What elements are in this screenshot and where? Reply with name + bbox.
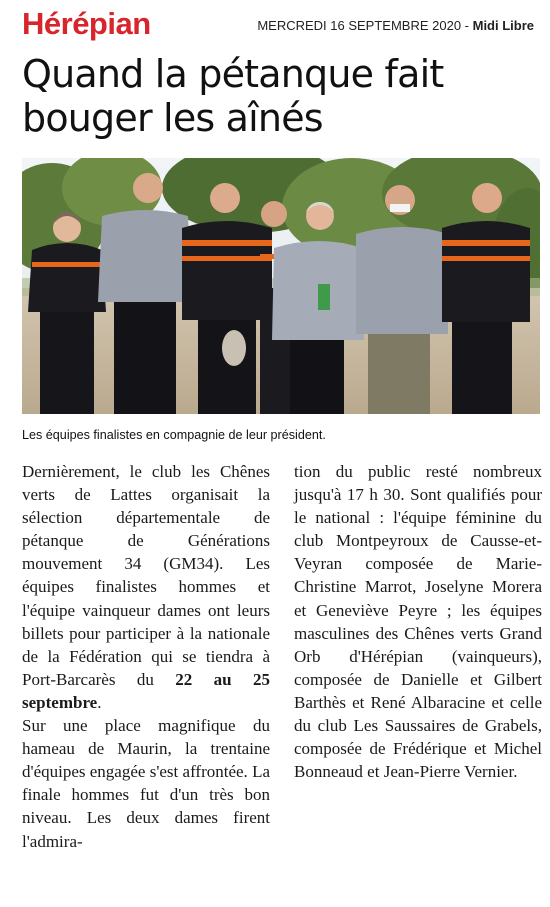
photo-caption: Les équipes finalistes en compagnie de leur président. xyxy=(22,428,326,442)
headline xyxy=(22,52,532,140)
paragraph-2: Sur une place magnifique du hameau de Maurin, la trentaine d'équipes engagée s'est affrontée. La finale hommes fut d'un très bon niveau. Les deux dames firent l'admira- xyxy=(22,716,270,851)
headline-line-1: Quand la pétanque fait xyxy=(22,52,444,96)
paragraph-1-text: Dernièrement, le club les Chênes verts de Lattes organisait la sélection départementale de pétanque de Générations mouvement 34 (GM34). Les équipes finalistes hommes et l'équipe vainqueur dames ont leurs billets pour participer à la nationale de la Fédération qui se tiendra à Port-Barcarès du xyxy=(22,462,270,689)
town-name: Hérépian xyxy=(22,6,151,41)
event-dates: 22 au 25 septembre xyxy=(22,669,270,712)
paragraph-3: tion du public resté nombreux jusqu'à 17 h 30. Sont qualifiés pour le national : l'équipe féminine du club Montpeyroux de Causse-et-Veyran composée de Marie-Christine Marrot, Joselyne Morera et Geneviève Peyre ; les équipes masculines des Chênes verts Grand Orb d'Hérépian (vainqueurs), composée de Danielle et Gilbert Barthès et René Albaracine et celle du club Les Saussaires de Grabels, composée de Frédérique et Michel Bonneaud et Jean-Pierre Vernier. xyxy=(294,462,542,782)
article-column-2 xyxy=(294,460,542,783)
paragraph-1-end: . xyxy=(97,692,102,712)
paragraph-1 xyxy=(22,460,270,714)
dateline-separator: - xyxy=(461,18,473,33)
article-column-1 xyxy=(22,460,270,853)
team-photo xyxy=(22,158,540,414)
dateline xyxy=(257,18,534,33)
team-photo-illustration xyxy=(22,158,540,414)
headline-line-2: bouger les aînés xyxy=(22,96,323,140)
masthead xyxy=(22,6,534,46)
publication-date: MERCREDI 16 SEPTEMBRE 2020 xyxy=(257,18,462,33)
newspaper-name: Midi Libre xyxy=(472,18,534,33)
